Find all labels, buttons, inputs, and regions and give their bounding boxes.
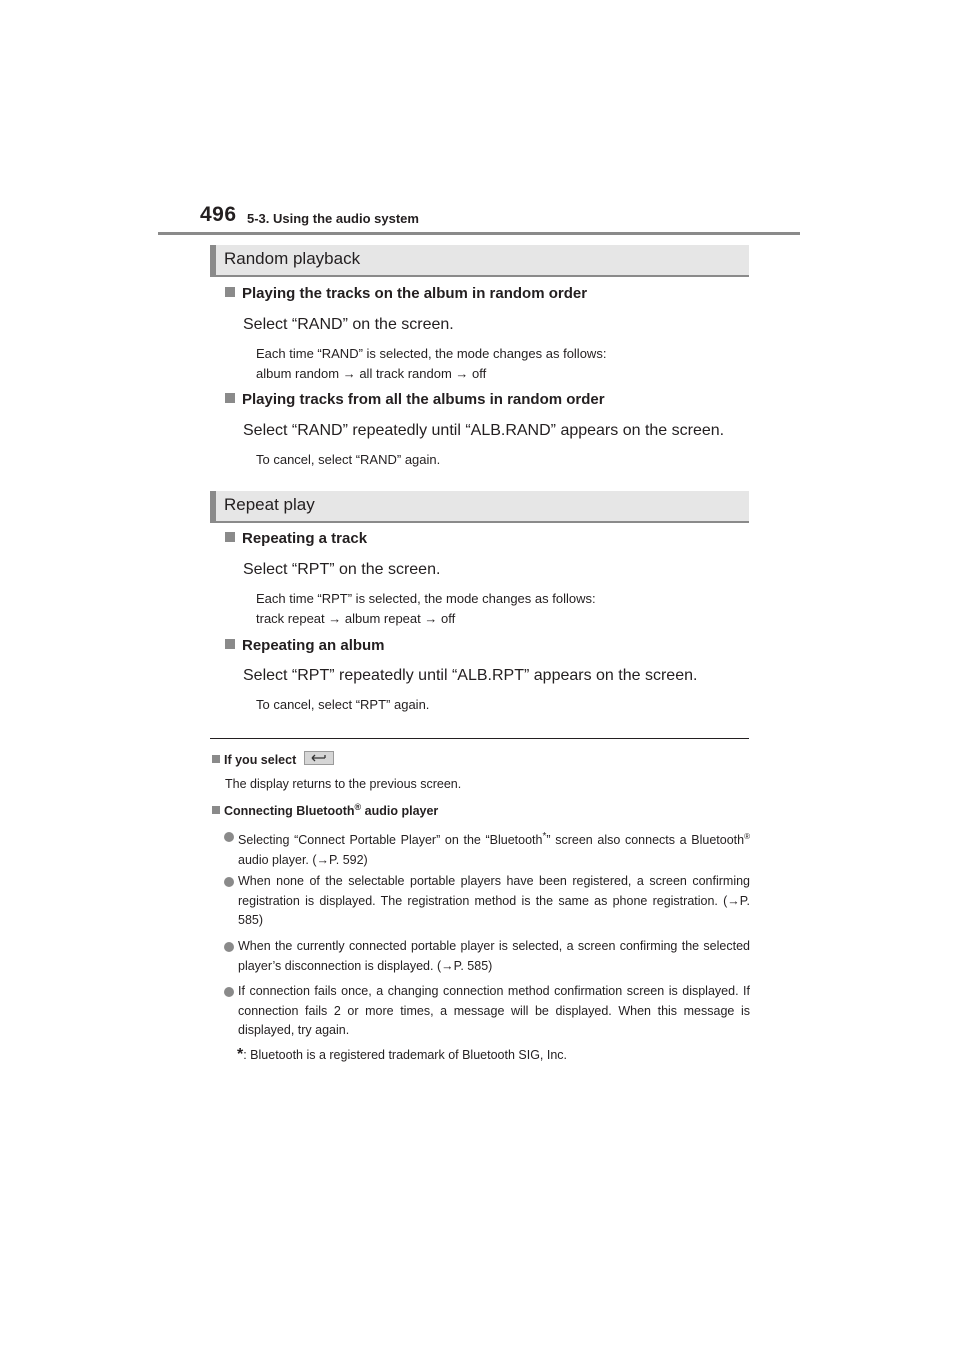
list-item: Selecting “Connect Portable Player” on the “Bluetooth*” screen also connects a Bluetooth® audio player. (→P. 592) (224, 827, 750, 870)
if-select-text: The display returns to the previous screen. (225, 777, 462, 791)
repeat-album-instruction: Select “RPT” repeatedly until “ALB.RPT” appears on the screen. (243, 667, 698, 684)
random-all-heading: Playing tracks from all the albums in random order (225, 391, 605, 408)
square-bullet-icon (225, 287, 235, 297)
return-icon (304, 751, 334, 765)
repeat-play-section-bar (210, 491, 749, 523)
page-number: 496 (200, 203, 237, 226)
repeat-track-note: Each time “RPT” is selected, the mode changes as follows: track repeat → album repeat → off (256, 591, 596, 626)
list-item: When none of the selectable portable players have been registered, a screen confirming registration is displayed. The registration method is the same as phone registration. (→P. 585) (224, 872, 750, 931)
connecting-heading: Connecting Bluetooth® audio player (212, 802, 438, 818)
round-bullet-icon (224, 987, 234, 997)
list-item: When the currently connected portable player is selected, a screen confirming the selected player’s disconnection is displayed. (→P. 585) (224, 937, 750, 976)
header-divider (158, 232, 800, 235)
round-bullet-icon (224, 832, 234, 842)
random-playback-title: Random playback (224, 249, 361, 268)
notes-divider (210, 738, 749, 739)
round-bullet-icon (224, 877, 234, 887)
random-album-heading: Playing the tracks on the album in random order (225, 285, 587, 302)
repeat-track-heading: Repeating a track (225, 530, 367, 547)
list-item: If connection fails once, a changing connection method confirmation screen is displayed. If connection fails 2 or more times, a message will be displayed. When this message is displayed, try again. (224, 982, 750, 1041)
random-all-instruction: Select “RAND” repeatedly until “ALB.RAND” appears on the screen. (243, 422, 725, 439)
repeat-album-heading: Repeating an album (225, 637, 385, 654)
repeat-play-title: Repeat play (224, 495, 315, 514)
repeat-album-note: To cancel, select “RPT” again. (256, 697, 430, 712)
random-playback-section-bar (210, 245, 749, 277)
if-select-heading: If you select (212, 751, 334, 767)
random-all-note: To cancel, select “RAND” again. (256, 452, 441, 467)
square-bullet-icon (212, 755, 220, 763)
footnote: *: Bluetooth is a registered trademark of Bluetooth SIG, Inc. (237, 1046, 568, 1063)
repeat-track-instruction: Select “RPT” on the screen. (243, 561, 441, 578)
random-album-instruction: Select “RAND” on the screen. (243, 316, 454, 333)
random-album-note: Each time “RAND” is selected, the mode changes as follows: album random → all track random → off (256, 346, 607, 381)
square-bullet-icon (225, 639, 235, 649)
square-bullet-icon (225, 532, 235, 542)
square-bullet-icon (225, 393, 235, 403)
chapter-title: 5-3. Using the audio system (247, 211, 419, 226)
round-bullet-icon (224, 942, 234, 952)
square-bullet-icon (212, 806, 220, 814)
